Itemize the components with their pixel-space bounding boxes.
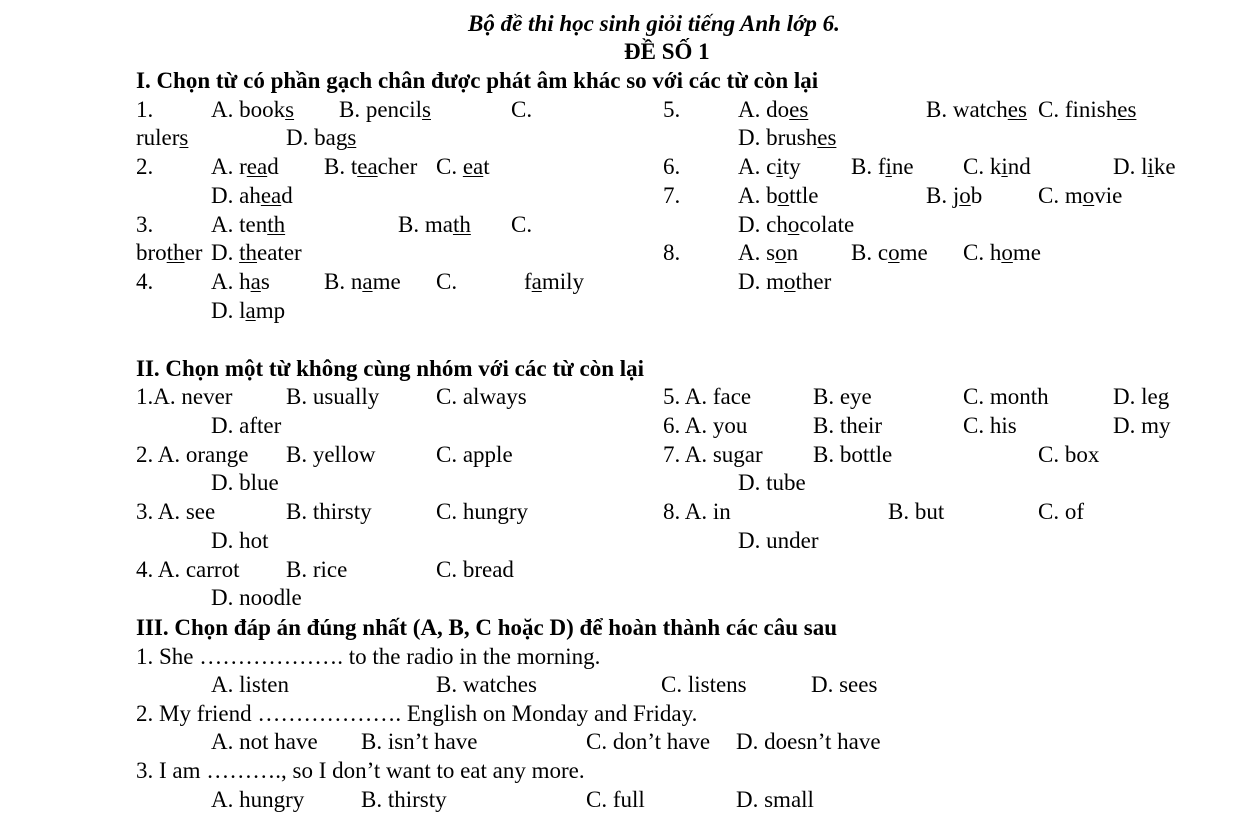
s2-q8-option-a: 8. A. in (663, 499, 731, 524)
s1-q8-option-c: C. home (963, 240, 1041, 265)
s1-q1-option-c-label: C. (511, 97, 533, 122)
s1-q2-number: 2. (136, 154, 154, 179)
s2-q7-option-b: B. bottle (813, 442, 893, 467)
s3-q1-option-b: B. watches (436, 672, 537, 697)
exam-number: ĐỀ SỐ 1 (624, 39, 710, 64)
s2-q8-option-d: D. under (738, 528, 819, 553)
s1-q6-option-c: C. kind (963, 154, 1031, 179)
s1-q7-option-b: B. job (926, 183, 983, 208)
s1-q5-option-c: C. finishes (1038, 97, 1137, 122)
s3-q1-stem: 1. She ………………. to the radio in the morning. (136, 644, 601, 669)
s2-q5-option-b: B. eye (813, 384, 872, 409)
s1-q5-option-d: D. brushes (738, 125, 837, 150)
s2-q5-option-a: 5. A. face (663, 384, 752, 409)
s2-q1-option-d: D. after (211, 413, 282, 438)
s2-q1-option-b: B. usually (286, 384, 380, 409)
s3-q2-option-b: B. isn’t have (361, 729, 478, 754)
s2-q7-option-a: 7. A. sugar (663, 442, 763, 467)
s1-q8-number: 8. (663, 240, 681, 265)
s1-q8-option-d: D. mother (738, 269, 832, 294)
s1-q2-option-d: D. ahead (211, 183, 293, 208)
s1-q6-number: 6. (663, 154, 681, 179)
s1-q1-number: 1. (136, 97, 154, 122)
s1-q4-option-c-word: family (524, 269, 585, 294)
s2-q4-option-b: B. rice (286, 557, 348, 582)
s1-q1-option-a: A. books (211, 97, 295, 122)
s2-q1-option-a: 1.A. never (136, 384, 233, 409)
s2-q1-option-c: C. always (436, 384, 527, 409)
s2-q3-option-c: C. hungry (436, 499, 528, 524)
s1-q1-option-d: D. bags (286, 125, 357, 150)
s1-q6-option-a: A. city (738, 154, 801, 179)
s3-q3-option-b: B. thirsty (361, 787, 447, 812)
s1-q6-option-d: D. like (1113, 154, 1176, 179)
s2-q6-option-a: 6. A. you (663, 413, 748, 438)
s1-q7-option-c: C. movie (1038, 183, 1123, 208)
s3-q2-stem: 2. My friend ………………. English on Monday and Friday. (136, 701, 698, 726)
s1-q3-option-b: B. math (398, 212, 471, 237)
s3-q1-option-c: C. listens (661, 672, 747, 697)
s2-q2-option-b: B. yellow (286, 442, 376, 467)
s2-q3-option-d: D. hot (211, 528, 269, 553)
s2-q6-option-c: C. his (963, 413, 1017, 438)
s3-q1-option-d: D. sees (811, 672, 878, 697)
s1-q3-option-c-label: C. (511, 212, 533, 237)
s3-q1-option-a: A. listen (211, 672, 289, 697)
section-3-heading: III. Chọn đáp án đúng nhất (A, B, C hoặc D) để hoàn thành các câu sau (136, 615, 838, 640)
s3-q3-stem: 3. I am ………., so I don’t want to eat any more. (136, 758, 585, 783)
s1-q1-option-c-word: rulers (136, 125, 189, 150)
s3-q2-option-d: D. doesn’t have (736, 729, 881, 754)
s1-q3-option-c-word: brother (136, 240, 203, 265)
s2-q8-option-b: B. but (888, 499, 945, 524)
s2-q5-option-d: D. leg (1113, 384, 1170, 409)
s3-q2-option-c: C. don’t have (586, 729, 711, 754)
s1-q3-option-a: A. tenth (211, 212, 286, 237)
s3-q3-option-a: A. hungry (211, 787, 305, 812)
s1-q7-option-a: A. bottle (738, 183, 819, 208)
s2-q2-option-a: 2. A. orange (136, 442, 249, 467)
s1-q7-number: 7. (663, 183, 681, 208)
s2-q6-option-b: B. their (813, 413, 882, 438)
s2-q7-option-d: D. tube (738, 470, 806, 495)
s2-q6-option-d: D. my (1113, 413, 1171, 438)
s1-q2-option-c: C. eat (436, 154, 490, 179)
s3-q2-option-a: A. not have (211, 729, 318, 754)
s1-q4-option-b: B. name (324, 269, 401, 294)
s2-q8-option-c: C. of (1038, 499, 1084, 524)
s1-q4-number: 4. (136, 269, 154, 294)
s1-q3-option-d: D. theater (211, 240, 302, 265)
s1-q8-option-b: B. come (851, 240, 928, 265)
s1-q5-number: 5. (663, 97, 681, 122)
s2-q4-option-a: 4. A. carrot (136, 557, 240, 582)
s1-q2-option-a: A. read (211, 154, 279, 179)
s1-q4-option-d: D. lamp (211, 298, 286, 323)
s1-q5-option-a: A. does (738, 97, 809, 122)
s2-q4-option-c: C. bread (436, 557, 514, 582)
s1-q6-option-b: B. fine (851, 154, 914, 179)
s2-q7-option-c: C. box (1038, 442, 1100, 467)
s1-q4-option-a: A. has (211, 269, 270, 294)
s2-q3-option-b: B. thirsty (286, 499, 372, 524)
document-title: Bộ đề thi học sinh giỏi tiếng Anh lớp 6. (468, 11, 840, 36)
s3-q3-option-d: D. small (736, 787, 814, 812)
s1-q3-number: 3. (136, 212, 154, 237)
s1-q8-option-a: A. son (738, 240, 799, 265)
section-1-heading: I. Chọn từ có phần gạch chân được phát âm khác so với các từ còn lại (136, 68, 819, 93)
s2-q2-option-d: D. blue (211, 470, 279, 495)
s1-q7-option-d: D. chocolate (738, 212, 855, 237)
s2-q5-option-c: C. month (963, 384, 1049, 409)
s2-q3-option-a: 3. A. see (136, 499, 216, 524)
section-2-heading: II. Chọn một từ không cùng nhóm với các từ còn lại (136, 356, 645, 381)
s1-q4-option-c-label: C. (436, 269, 458, 294)
s1-q5-option-b: B. watches (926, 97, 1027, 122)
s2-q2-option-c: C. apple (436, 442, 513, 467)
s3-q3-option-c: C. full (586, 787, 645, 812)
s2-q4-option-d: D. noodle (211, 585, 302, 610)
s1-q1-option-b: B. pencils (339, 97, 431, 122)
s1-q2-option-b: B. teacher (324, 154, 418, 179)
